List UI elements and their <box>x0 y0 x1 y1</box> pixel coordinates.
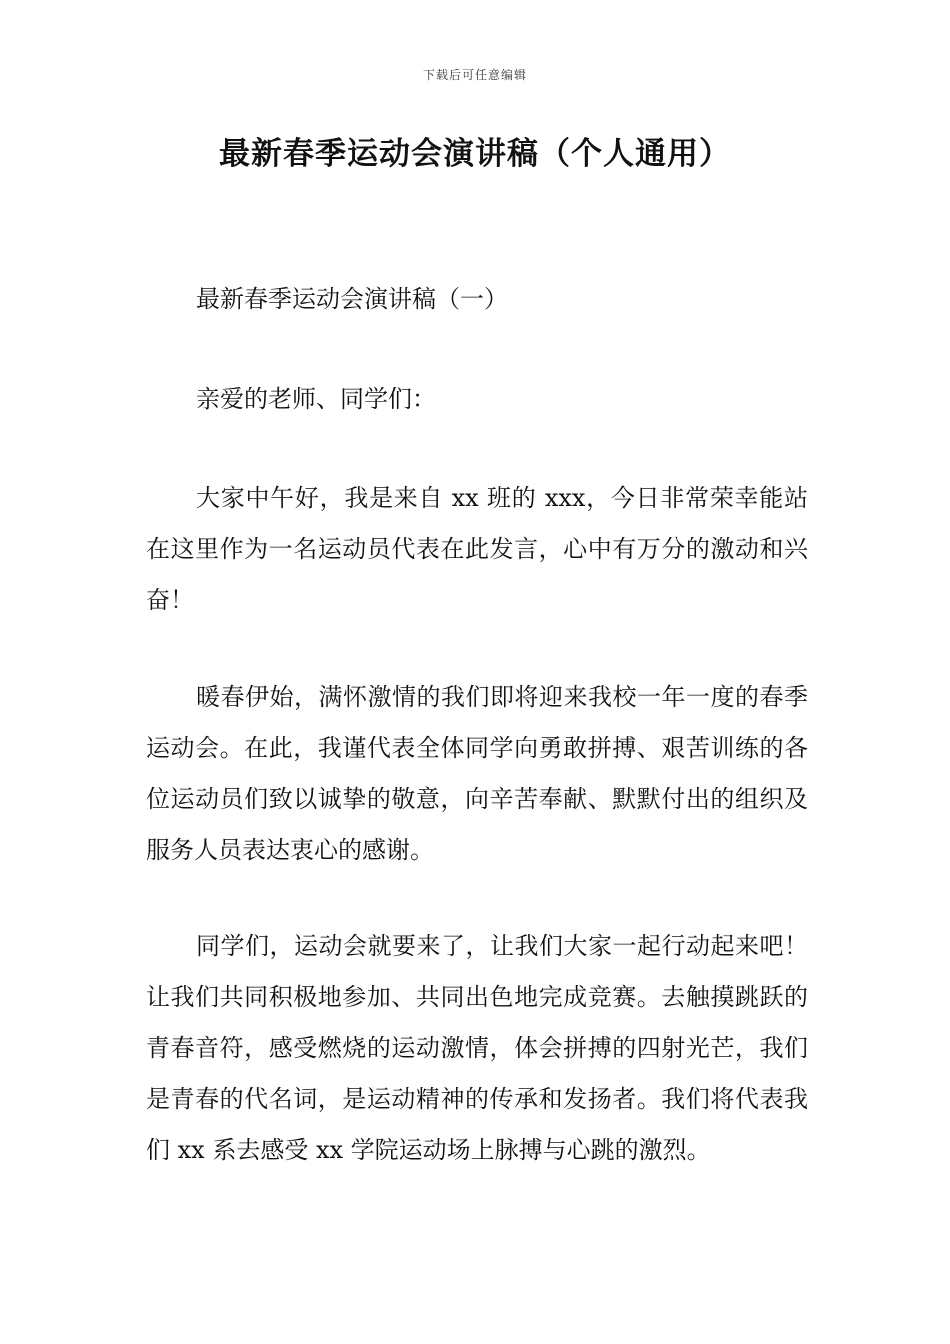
paragraph-3: 同学们，运动会就要来了，让我们大家一起行动起来吧！让我们共同积极地参加、共同出色地完成竞赛。去触摸跳跃的青春音符，感受燃烧的运动激情，体会拼搏的四射光芒，我们是青春的代名词，是运动精神的传承和发扬者。我们将代表我们 xx 系去感受 xx 学院运动场上脉搏与心跳的激烈。 <box>146 932 808 1164</box>
section-heading: 最新春季运动会演讲稿（一） <box>196 285 508 313</box>
greeting: 亲爱的老师、同学们： <box>196 385 436 413</box>
header-note: 下载后可任意编辑 <box>422 68 527 82</box>
document-title: 最新春季运动会演讲稿（个人通用） <box>219 136 731 172</box>
paragraph-2: 暖春伊始，满怀激情的我们即将迎来我校一年一度的春季运动会。在此，我谨代表全体同学向勇敢拼搏、艰苦训练的各位运动员们致以诚挚的敬意，向辛苦奉献、默默付出的组织及服务人员表达衷心的感谢。 <box>146 683 808 864</box>
paragraph-1: 大家中午好，我是来自 xx 班的 xxx，今日非常荣幸能站在这里作为一名运动员代表在此发言，心中有万分的激动和兴奋！ <box>146 484 808 614</box>
